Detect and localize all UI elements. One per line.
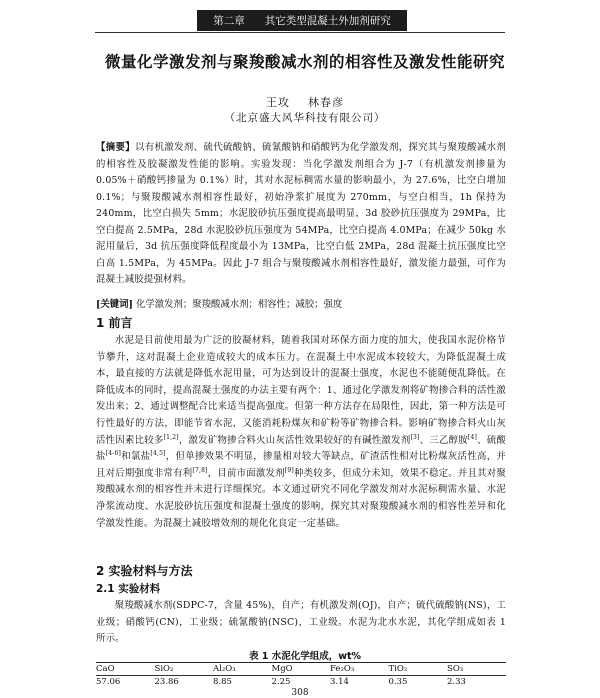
keywords: [96, 297, 506, 313]
table-cell: 0.35: [388, 677, 408, 687]
table-cell: 8.85: [213, 677, 232, 687]
abstract: [96, 140, 506, 289]
subsection-heading: 2.1 实验材料: [96, 583, 161, 595]
chapter-label: 第二章: [213, 15, 245, 27]
author-list: [60, 94, 550, 110]
chapter-title: 其它类型混凝土外加剂研究: [264, 15, 391, 27]
header-divider: [95, 32, 505, 33]
running-header: [197, 10, 407, 31]
cement-composition-table: [96, 662, 506, 688]
table-caption: 表 1 水泥化学组成，wt%: [248, 651, 362, 662]
citation: [9]: [284, 466, 294, 474]
citation: [4]: [467, 433, 478, 441]
materials-paragraph: 聚羧酸减水剂(SDPC-7，含量 45%)，自产；有机激发剂(OJ)，自产；硫代硫酸钠(NS)，工业级；硝酸钙(CN)，工业级；硫氰酸钠(NSC)，工业级。水泥为北水水泥，其化学组成如表 1 所示。: [96, 600, 506, 645]
citation: [1,2]: [163, 433, 179, 441]
table-header-cell: TiO₂: [388, 664, 408, 674]
citation: [4,5]: [150, 450, 166, 458]
table-cell: 23.86: [154, 677, 179, 687]
keywords-text: 化学激发剂；聚羧酸减水剂；相容性；减胶；强度: [135, 299, 343, 310]
citation: [3]: [410, 433, 420, 441]
affiliation: （北京盛大风华科技有限公司）: [224, 112, 386, 124]
abstract-text: 以有机激发剂、硫代硫酸钠、硫氰酸钠和硝酸钙为化学激发剂，探究其与聚羧酸减水剂的相容性及胶凝激发性能的影响。实验发现：当化学激发剂组合为 J-7（有机激发剂掺量为 0.05%＋硝酸钙掺量为 0.1%）时，其对水泥标稠需水量的影响最小，为 27.6%，比空白增加 0.1%；与聚羧酸减水剂相容性最好，初始净浆扩展度为 270mm，与空白相当，1h 保持为 240mm，比空白损失 5mm；水泥胶砂抗压强度提高最明显，3d 胶砂抗压强度为 29MPa，比空白提高 2.5MPa，28d 水泥胶砂抗压强度为 54MPa，比空白提高 4.0MPa；在减少 50kg 水泥用量后，3d 抗压强度降低程度最小为 13MPa，比空白低 2MPa，28d 混凝土抗压强度比空白高 1.5MPa，为 45MPa。因此 J-7 组合与聚羧酸减水剂相容性最好，激发能力最强，可作为混凝土减胶提强材料。: [96, 142, 506, 285]
table-header-cell: Al₂O₃: [213, 664, 236, 674]
table-header-cell: SiO₂: [154, 664, 174, 674]
table-cell: 2.33: [447, 677, 466, 687]
author-name: 林春彦: [308, 96, 344, 109]
table-cell: 57.06: [96, 677, 121, 687]
table-cell: 2.25: [271, 677, 291, 687]
section-heading-materials: 2 实验材料与方法: [96, 564, 193, 578]
section-heading-intro: 1 前言: [96, 316, 133, 330]
keywords-label: [关键词]: [96, 299, 133, 310]
table-row: [96, 676, 506, 688]
page-number: 308: [291, 688, 309, 698]
table-header-cell: MgO: [271, 664, 293, 674]
author-name: 王攻: [266, 96, 290, 109]
intro-paragraph: 水泥是目前使用最为广泛的胶凝材料，随着我国对环保方面力度的加大，使我国水泥价格节节攀升，这对混凝土企业造成较大的成本压力。在混凝土中水泥成本较较大，为降低混凝土成本，最直接的方法就是降低水泥用量，可为达到设计的混凝土强度，水泥也不能随便乱降低。在降低成本的同时，提高混凝土强度的办法主要有两个：1、通过化学激发剂将矿物掺合料的活性激发出来；2、通过调整配合比来适当提高强度。但第一种方法存在局限性，因此，第一种方法是可行性最好的方法，即能节省水泥，又能消耗粉煤灰和矿粉等矿物掺合料。影响矿物掺合料火山灰活性因素比较多[1,2]，激发矿物掺合料火山灰活性效果较好的有碱性激发剂[3]、三乙醇胺[4]、硫酸盐[4-6]和氯盐[4,5]，但单掺效果不明显，掺量相对较大等缺点，矿渣活性相对比粉煤灰活性高，并且对后期强度非常有利[7,8]，目前市面激发剂[9]种类较多，但成分未知，效果不稳定。并且其对聚羧酸减水剂的相容性并未进行详细探究。本文通过研究不同化学激发剂对水泥标稠需水量、水泥净浆流动度、水泥胶砂抗压强度和混凝土强度的影响，探究其对聚羧酸减水剂的相容性差异和化学激发性能。为混凝土减胶增效剂的规化化良定一定基础。: [96, 335, 506, 529]
table-cell: 3.14: [330, 677, 349, 687]
abstract-label: 【摘要】: [96, 142, 136, 153]
citation: [7,8]: [192, 466, 208, 474]
table-header-cell: Fe₂O₃: [330, 664, 355, 674]
table-header-row: [96, 663, 506, 675]
paper-title: 微量化学激发剂与聚羧酸减水剂的相容性及激发性能研究: [104, 53, 505, 71]
citation: [4-6]: [105, 450, 122, 458]
table-header-cell: SO₃: [447, 664, 464, 674]
table-header-cell: CaO: [96, 664, 115, 674]
